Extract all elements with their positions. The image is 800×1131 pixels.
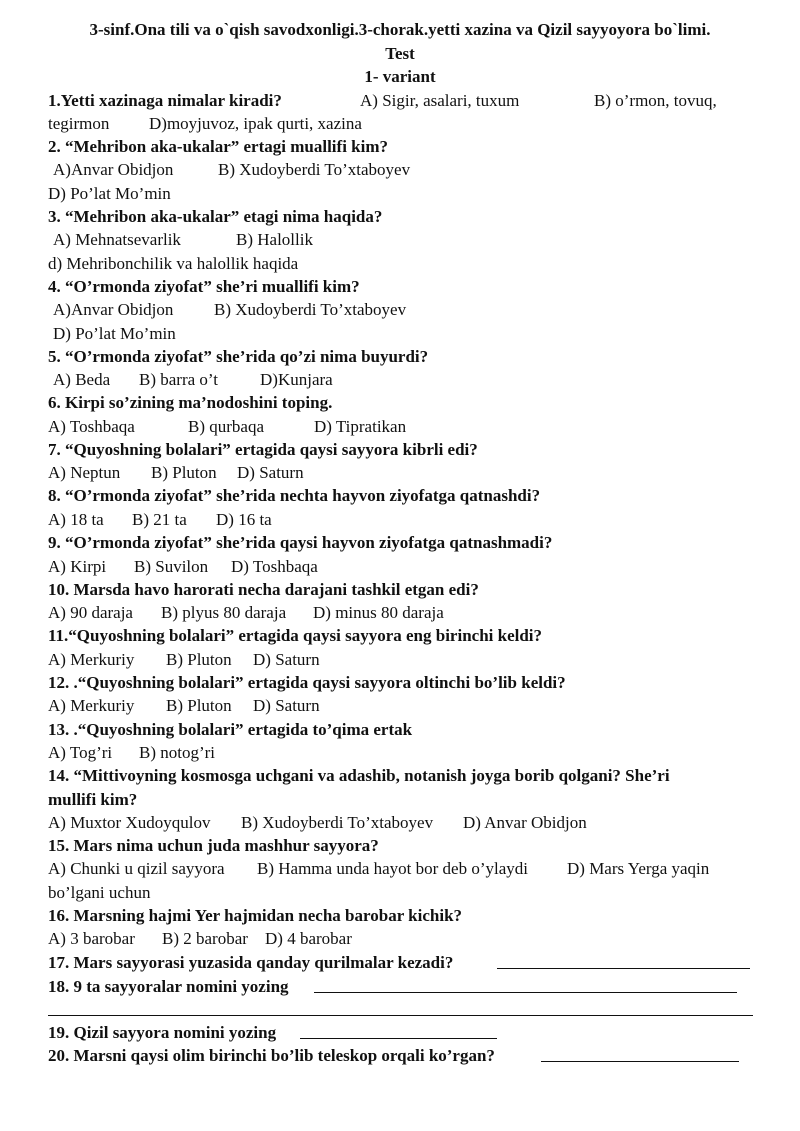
- question-9-option-d: D) Toshbaqa: [231, 557, 318, 576]
- question-5: 5. “O’rmonda ziyofat” she’rida qo’zi nima buyurdi?: [48, 347, 429, 366]
- question-4-option-d: D) Po’lat Mo’min: [53, 324, 176, 343]
- question-14-option-a: A) Muxtor Xudoyqulov: [48, 813, 211, 832]
- question-8-option-b: B) 21 ta: [132, 510, 187, 529]
- question-4-option-a: A)Anvar Obidjon: [53, 300, 174, 319]
- question-19: 19. Qizil sayyora nomini yozing: [48, 1023, 277, 1042]
- page-title: 3-sinf.Ona tili va o`qish savodxonligi.3-chorak.yetti xazina va Qizil sayyoyora bo`limi.: [89, 20, 711, 39]
- question-8: 8. “O’rmonda ziyofat” she’rida nechta hayvon ziyofatga qatnashdi?: [48, 486, 541, 505]
- question-14: 14. “Mittivoyning kosmosga uchgani va adashib, notanish joyga borib qolgani? She’ri: [48, 766, 670, 785]
- question-14-option-d: D) Anvar Obidjon: [463, 813, 587, 832]
- question-15-option-d-cont: bo’lgani uchun: [48, 883, 151, 902]
- question-7-option-d: D) Saturn: [237, 463, 304, 482]
- question-11: 11.“Quyoshning bolalari” ertagida qaysi sayyora eng birinchi keldi?: [48, 626, 543, 645]
- page-subtitle: Test: [385, 44, 415, 63]
- question-1-option-a: A) Sigir, asalari, tuxum: [360, 91, 520, 110]
- question-12-option-a: A) Merkuriy: [48, 696, 135, 715]
- question-7: 7. “Quyoshning bolalari” ertagida qaysi sayyora kibrli edi?: [48, 440, 478, 459]
- question-6-option-a: A) Toshbaqa: [48, 417, 135, 436]
- question-3-option-b: B) Halollik: [236, 230, 313, 249]
- question-8-option-a: A) 18 ta: [48, 510, 104, 529]
- question-3-option-a: A) Mehnatsevarlik: [53, 230, 181, 249]
- question-7-option-a: A) Neptun: [48, 463, 121, 482]
- question-20: 20. Marsni qaysi olim birinchi bo’lib teleskop orqali ko’rgan?: [48, 1046, 495, 1065]
- question-5-option-a: A) Beda: [53, 370, 111, 389]
- question-15-option-a: A) Chunki u qizil sayyora: [48, 859, 225, 878]
- question-10: 10. Marsda havo harorati necha darajani tashkil etgan edi?: [48, 580, 479, 599]
- question-14-option-b: B) Xudoyberdi To’xtaboyev: [241, 813, 434, 832]
- question-15-option-b: B) Hamma unda hayot bor deb o’ylaydi: [257, 859, 528, 878]
- question-9-option-b: B) Suvilon: [134, 557, 209, 576]
- question-9-option-a: A) Kirpi: [48, 557, 107, 576]
- question-11-option-a: A) Merkuriy: [48, 650, 135, 669]
- question-10-option-b: B) plyus 80 daraja: [161, 603, 287, 622]
- question-16-option-d: D) 4 barobar: [265, 929, 352, 948]
- question-1-option-b: B) o’rmon, tovuq,: [594, 91, 717, 110]
- question-9: 9. “O’rmonda ziyofat” she’rida qaysi hayvon ziyofatga qatnashmadi?: [48, 533, 553, 552]
- question-13: 13. .“Quyoshning bolalari” ertagida to’qima ertak: [48, 720, 413, 739]
- question-11-option-b: B) Pluton: [166, 650, 232, 669]
- question-4-option-b: B) Xudoyberdi To’xtaboyev: [214, 300, 407, 319]
- question-18: 18. 9 ta sayyoralar nomini yozing: [48, 977, 289, 996]
- question-16: 16. Marsning hajmi Yer hajmidan necha barobar kichik?: [48, 906, 463, 925]
- question-3-option-d: d) Mehribonchilik va halollik haqida: [48, 254, 299, 273]
- question-3: 3. “Mehribon aka-ukalar” etagi nima haqida?: [48, 207, 383, 226]
- question-1-option-b-cont: tegirmon: [48, 114, 110, 133]
- question-2-option-d: D) Po’lat Mo’min: [48, 184, 171, 203]
- question-16-option-a: A) 3 barobar: [48, 929, 135, 948]
- question-8-option-d: D) 16 ta: [216, 510, 272, 529]
- question-6-option-d: D) Tipratikan: [314, 417, 407, 436]
- answer-line-20[interactable]: [541, 1045, 739, 1062]
- answer-line-18-extra[interactable]: [48, 1015, 753, 1016]
- variant-label: 1- variant: [364, 67, 436, 86]
- question-2-option-b: B) Xudoyberdi To’xtaboyev: [218, 160, 411, 179]
- question-5-option-d: D)Kunjara: [260, 370, 333, 389]
- question-2-option-a: A)Anvar Obidjon: [53, 160, 174, 179]
- question-14-cont: mullifi kim?: [48, 790, 138, 809]
- question-10-option-d: D) minus 80 daraja: [313, 603, 444, 622]
- question-17: 17. Mars sayyorasi yuzasida qanday qurilmalar kezadi?: [48, 953, 454, 972]
- answer-line-19[interactable]: [300, 1022, 497, 1039]
- question-12-option-d: D) Saturn: [253, 696, 320, 715]
- answer-line-18[interactable]: [314, 976, 737, 993]
- question-5-option-b: B) barra o’t: [139, 370, 218, 389]
- question-7-option-b: B) Pluton: [151, 463, 217, 482]
- question-13-option-a: A) Tog’ri: [48, 743, 113, 762]
- question-13-option-b: B) notog’ri: [139, 743, 216, 762]
- question-16-option-b: B) 2 barobar: [162, 929, 248, 948]
- question-1-option-d: D)moyjuvoz, ipak qurti, xazina: [149, 114, 362, 133]
- question-2: 2. “Mehribon aka-ukalar” ertagi muallifi kim?: [48, 137, 388, 156]
- answer-line-17[interactable]: [497, 952, 750, 969]
- question-1: 1.Yetti xazinaga nimalar kiradi?: [48, 91, 282, 110]
- question-6: 6. Kirpi so’zining ma’nodoshini toping.: [48, 393, 333, 412]
- question-11-option-d: D) Saturn: [253, 650, 320, 669]
- question-15: 15. Mars nima uchun juda mashhur sayyora?: [48, 836, 379, 855]
- question-12: 12. .“Quyoshning bolalari” ertagida qaysi sayyora oltinchi bo’lib keldi?: [48, 673, 566, 692]
- question-15-option-d: D) Mars Yerga yaqin: [567, 859, 710, 878]
- question-4: 4. “O’rmonda ziyofat” she’ri muallifi kim?: [48, 277, 360, 296]
- question-10-option-a: A) 90 daraja: [48, 603, 133, 622]
- question-6-option-b: B) qurbaqa: [188, 417, 265, 436]
- question-12-option-b: B) Pluton: [166, 696, 232, 715]
